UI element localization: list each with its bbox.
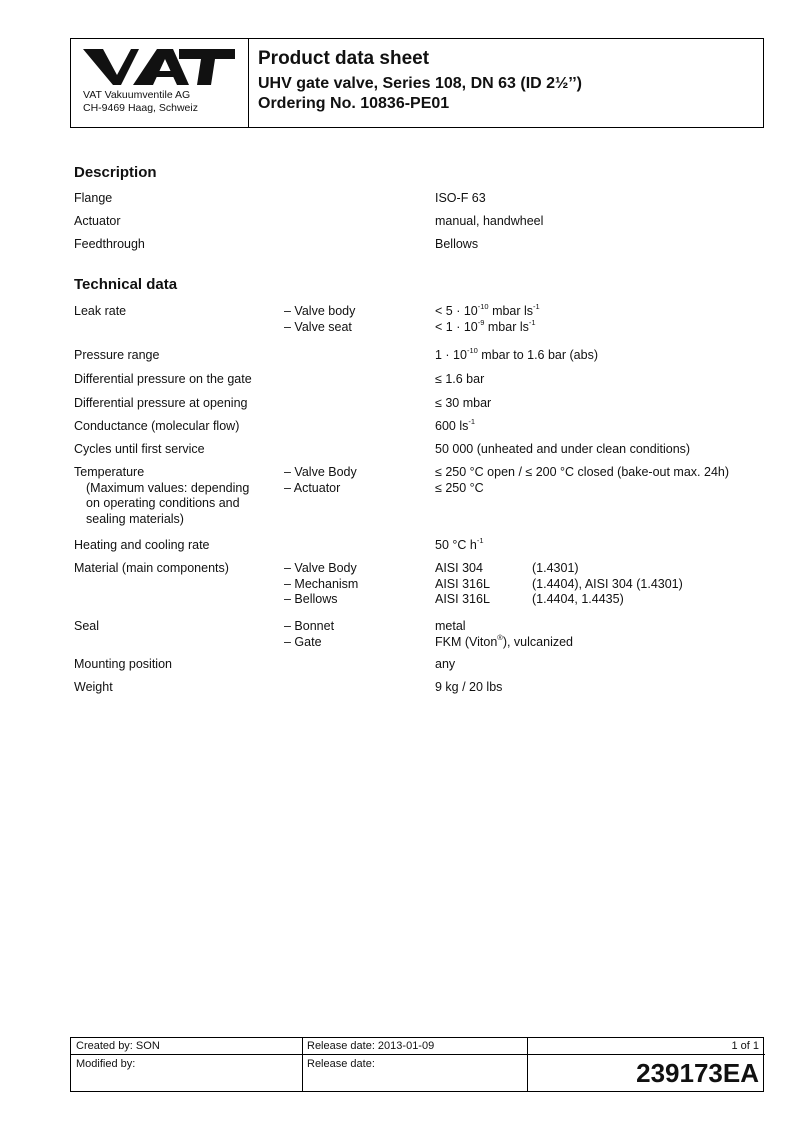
exponent: -1 [533, 302, 540, 311]
value-line [435, 577, 775, 593]
footer-divider [527, 1054, 765, 1055]
row-value: any [435, 657, 456, 671]
row-label: Actuator [74, 214, 121, 228]
row-label: Weight [74, 680, 113, 694]
value-line [435, 304, 775, 320]
exponent: -10 [477, 302, 489, 311]
description-heading: Description [74, 164, 157, 181]
title-cell [249, 39, 763, 127]
sub-label: – Valve Body [284, 561, 357, 575]
exponent: -10 [466, 346, 478, 355]
page-number: 1 of 1 [731, 1040, 759, 1052]
release-date: Release date: 2013-01-09 [307, 1040, 435, 1052]
sub-label: – Bellows [284, 592, 338, 606]
exponent: -9 [477, 317, 485, 327]
value-line: ≤ 250 °C [435, 480, 484, 495]
modified-by: Modified by: [76, 1058, 136, 1070]
row-value: ≤ 30 mbar [435, 396, 492, 410]
row-sub-labels [284, 561, 424, 608]
value-text: FKM (Viton [435, 634, 498, 649]
row-values [435, 619, 775, 650]
row-label: Heating and cooling rate [74, 538, 210, 552]
sub-label: – Actuator [284, 480, 341, 495]
value-line [435, 632, 775, 651]
value-text: < 1 · 10 [435, 319, 478, 334]
label-note: (Maximum values: depending [86, 480, 250, 495]
value-line [435, 317, 775, 336]
doc-type-title: Product data sheet [258, 48, 430, 69]
value-text: 1 · 10 [435, 348, 467, 362]
ordering-number: Ordering No. 10836-PE01 [258, 95, 450, 112]
row-values [435, 561, 775, 608]
row-label: Differential pressure on the gate [74, 372, 252, 386]
row-value [435, 348, 775, 364]
footer-divider [71, 1054, 527, 1055]
row-label: Feedthrough [74, 237, 145, 251]
registered-mark: ® [497, 632, 503, 642]
row-sub-labels [284, 465, 424, 496]
label-note: sealing materials) [86, 511, 184, 526]
value-text: mbar ls [488, 304, 534, 318]
exponent: -1 [476, 536, 484, 545]
row-values [435, 465, 775, 496]
material-number: (1.4404), AISI 304 (1.4301) [532, 576, 683, 591]
row-label: Differential pressure at opening [74, 396, 248, 410]
value-text: mbar to 1.6 bar (abs) [477, 348, 599, 362]
value-text: < 5 · 10 [435, 304, 478, 318]
row-label: Cycles until first service [74, 442, 205, 456]
value-text: 600 ls [435, 419, 469, 433]
row-label: Pressure range [74, 348, 160, 362]
row-value [435, 419, 775, 435]
material-number: (1.4404, 1.4435) [532, 592, 624, 606]
company-location: CH-9469 Haag, Schweiz [83, 102, 198, 114]
value-line [435, 592, 775, 608]
sub-label: – Mechanism [284, 576, 359, 591]
row-sub-labels [284, 304, 424, 335]
value-text: ), vulcanized [502, 634, 574, 649]
row-label [74, 465, 279, 527]
company-address [83, 89, 198, 115]
label-note: on operating conditions and [86, 496, 240, 510]
row-value: ISO-F 63 [435, 191, 486, 205]
created-by: Created by: SON [76, 1040, 160, 1052]
sub-label: – Gate [284, 634, 322, 649]
row-label: Seal [74, 619, 100, 633]
row-value: ≤ 1.6 bar [435, 372, 485, 386]
document-footer [70, 1037, 764, 1092]
company-name: VAT Vakuumventile AG [83, 89, 191, 101]
sub-label: – Valve body [284, 304, 356, 318]
material-grade: AISI 304 [435, 561, 483, 575]
label-text: Temperature [74, 465, 145, 479]
footer-divider [527, 1038, 528, 1091]
row-value: 50 000 (unheated and under clean conditions) [435, 442, 691, 456]
row-value: manual, handwheel [435, 214, 544, 228]
exponent: -1 [468, 417, 476, 426]
value-text: 50 °C h [435, 538, 477, 552]
row-label: Leak rate [74, 304, 127, 318]
row-value [435, 538, 775, 554]
logo-cell [71, 39, 249, 127]
value-line: metal [435, 619, 466, 633]
technical-heading: Technical data [74, 276, 178, 293]
sub-label: – Valve seat [284, 319, 352, 334]
release-date-modified: Release date: [307, 1058, 375, 1070]
material-grade: AISI 316L [435, 576, 490, 591]
vat-logo [81, 47, 237, 87]
row-value: 9 kg / 20 lbs [435, 680, 503, 694]
value-line: ≤ 250 °C open / ≤ 200 °C closed (bake-out max. 24h) [435, 465, 730, 479]
row-sub-labels [284, 619, 424, 650]
row-label: Flange [74, 191, 113, 205]
row-values [435, 304, 775, 335]
material-grade: AISI 316L [435, 592, 490, 606]
row-label: Material (main components) [74, 561, 229, 575]
document-number: 239173EA [636, 1058, 759, 1088]
footer-divider [302, 1038, 303, 1091]
row-value: Bellows [435, 237, 479, 251]
sub-label: – Bonnet [284, 619, 335, 633]
exponent: -1 [528, 317, 536, 327]
value-line [435, 561, 775, 577]
row-label: Mounting position [74, 657, 172, 671]
value-text: mbar ls [484, 319, 529, 334]
product-title: UHV gate valve, Series 108, DN 63 (ID 2½’’) [258, 75, 583, 92]
row-label: Conductance (molecular flow) [74, 419, 240, 433]
sub-label: – Valve Body [284, 465, 357, 479]
document-header [70, 38, 764, 128]
material-number: (1.4301) [532, 561, 579, 575]
